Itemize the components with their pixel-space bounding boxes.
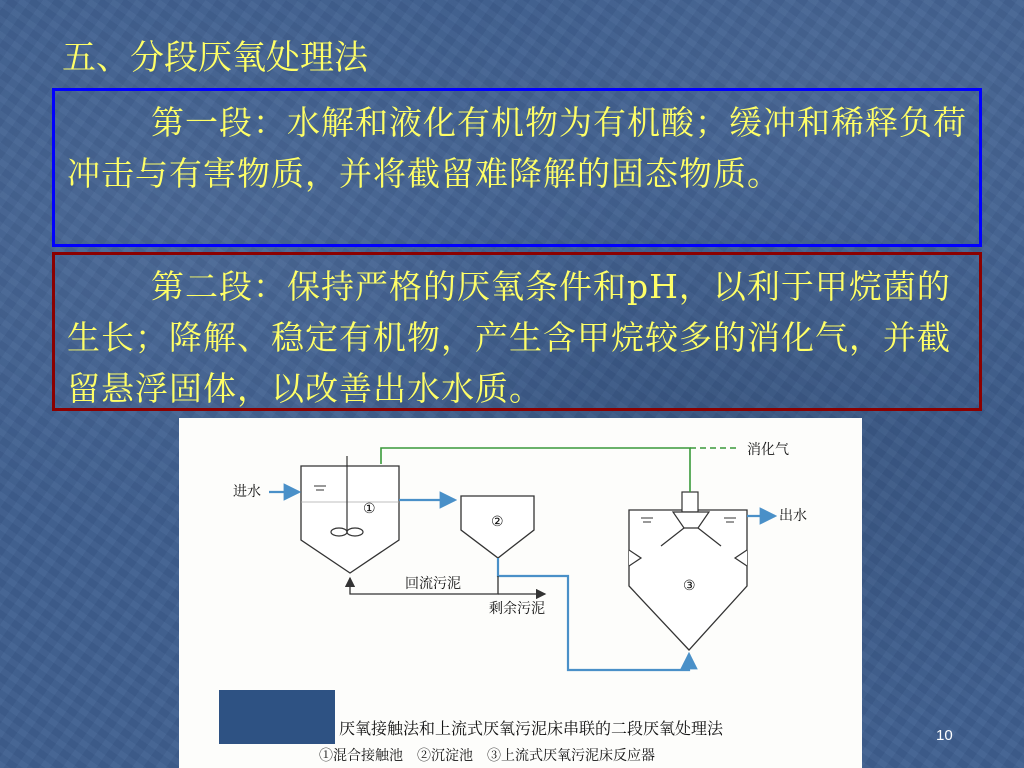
excess-sludge-label: 剩余污泥 (489, 601, 545, 617)
tank-2-number: ② (491, 514, 504, 530)
inlet-label: 进水 (233, 484, 261, 500)
stage-one-text: 第一段：水解和液化有机物为有机酸；缓冲和稀释负荷冲击与有害物质，并将截留难降解的固态物质。 (67, 103, 967, 193)
stage-two-text: 第二段：保持严格的厌氧条件和pH，以利于甲烷菌的生长；降解、稳定有机物，产生含甲烷较多的消化气，并截留悬浮固体，以改善出水水质。 (67, 267, 951, 408)
contact-tank (301, 466, 399, 573)
figure-legend: ①混合接触池 ②沉淀池 ③上流式厌氧污泥床反应器 (319, 748, 655, 764)
outlet-label: 出水 (779, 508, 807, 524)
gas-line (381, 448, 739, 492)
stage-one-box (52, 88, 982, 247)
figure-caption: 厌氧接触法和上流式厌氧污泥床串联的二段厌氧处理法 (339, 719, 724, 738)
process-diagram (179, 418, 862, 768)
slide-title: 五、分段厌氧处理法 (62, 38, 368, 78)
tank-3-number: ③ (683, 578, 696, 594)
digester-gas-label: 消化气 (747, 442, 789, 458)
tank-1-number: ① (363, 501, 376, 517)
image-cover-block (219, 690, 335, 744)
return-sludge-label: 回流污泥 (405, 576, 461, 592)
stage-two-box (52, 252, 982, 411)
page-number: 10 (936, 727, 953, 744)
